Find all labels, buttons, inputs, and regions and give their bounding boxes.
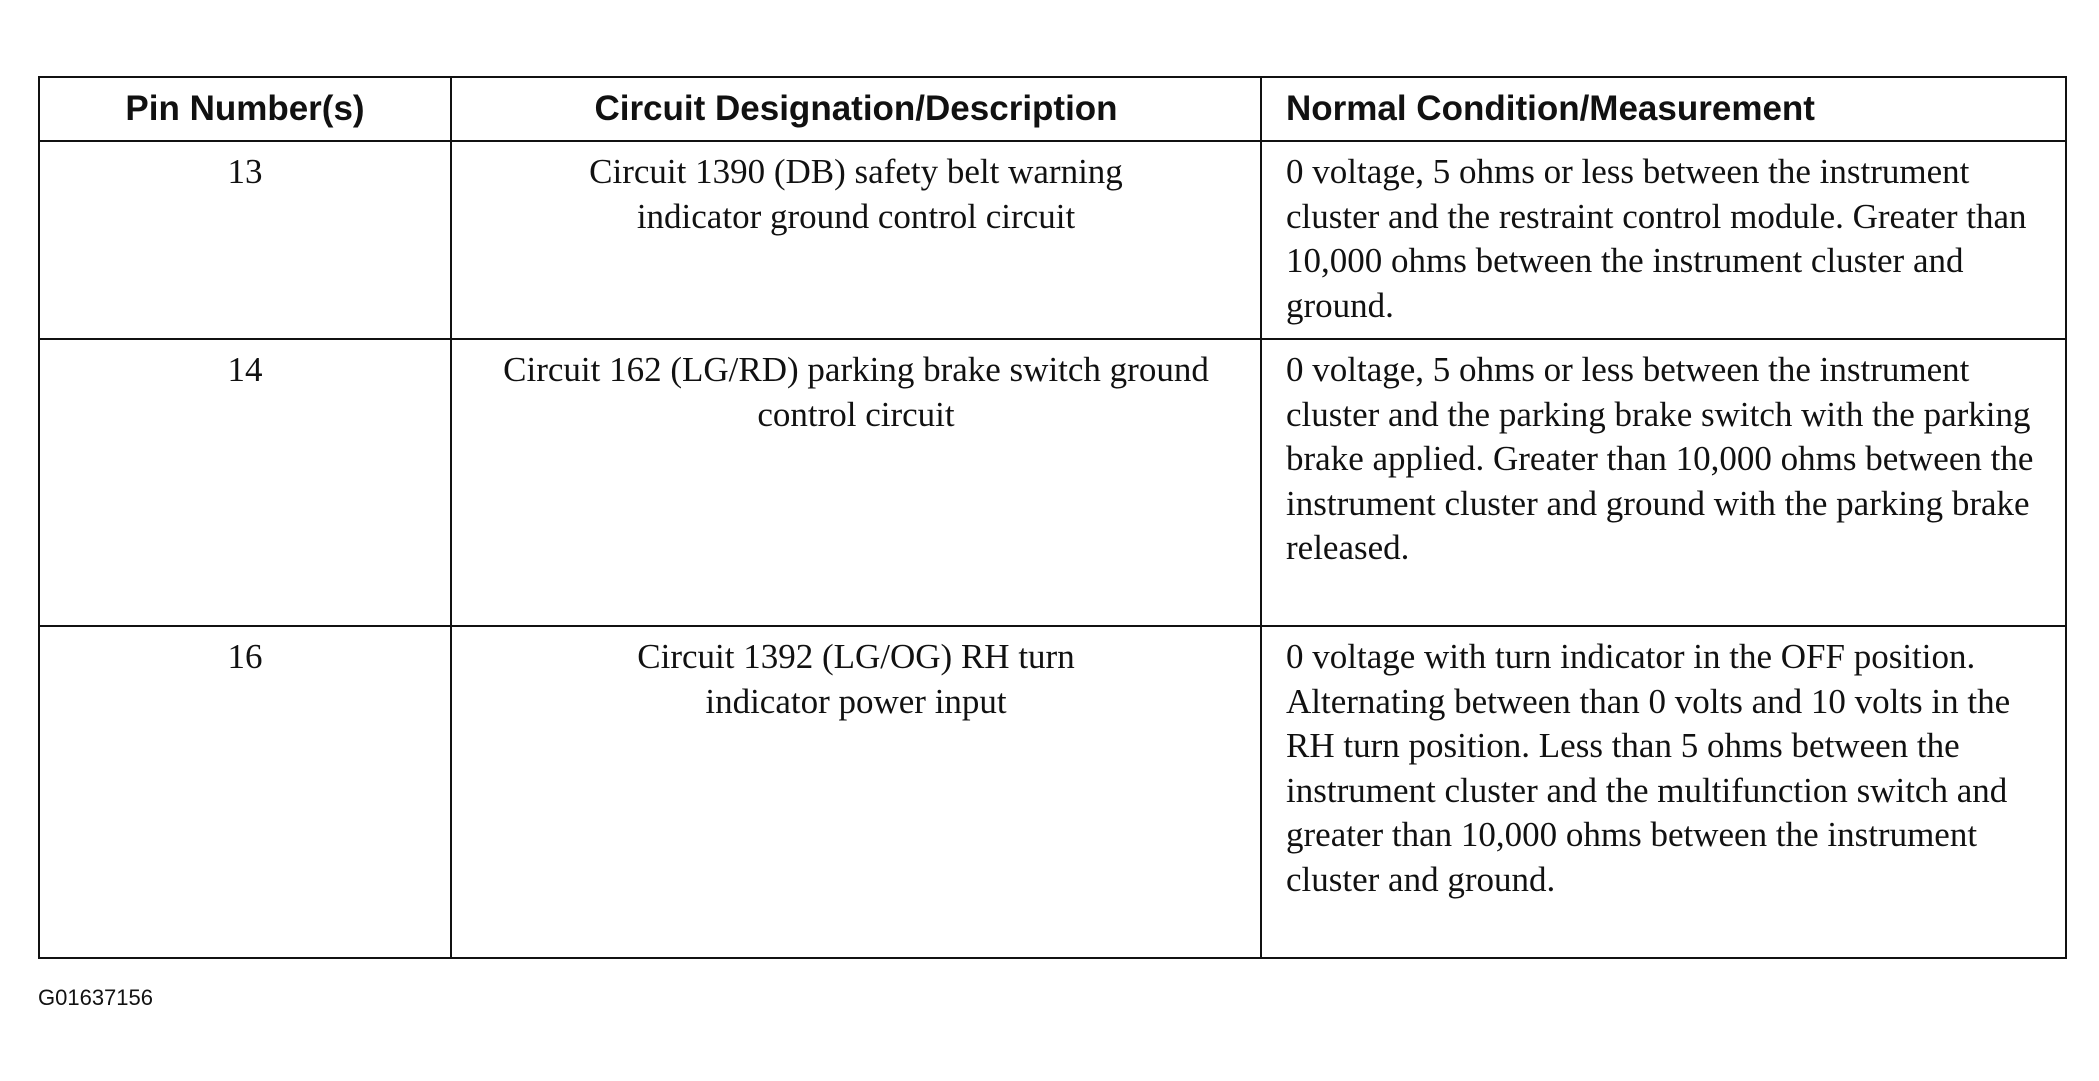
circuit-description-cell: Circuit 1390 (DB) safety belt warning indicator ground control circuit: [451, 141, 1261, 339]
circuit-description-cell: Circuit 162 (LG/RD) parking brake switch ground control circuit: [451, 339, 1261, 626]
header-circuit-description: Circuit Designation/Description: [451, 77, 1261, 141]
table-header-row: [39, 77, 2066, 141]
normal-condition-cell: 0 voltage with turn indicator in the OFF position. Alternating between than 0 volts and 10 volts in the RH turn position. Less than 5 ohms between the instrument cluster and the multifunction switch and greater than 10,000 ohms between the instrument cluster and ground.: [1261, 626, 2066, 958]
pin-number-cell: 14: [39, 339, 451, 626]
pin-number-cell: 16: [39, 626, 451, 958]
header-normal-condition: Normal Condition/Measurement: [1261, 77, 2066, 141]
table-row: [39, 141, 2066, 339]
table-row: [39, 339, 2066, 626]
pin-specification-table: [38, 76, 2067, 959]
header-pin-numbers: Pin Number(s): [39, 77, 451, 141]
normal-condition-cell: 0 voltage, 5 ohms or less between the instrument cluster and the parking brake switch with the parking brake applied. Greater than 10,000 ohms between the instrument cluster and ground with the parking brake released.: [1261, 339, 2066, 626]
table-row: [39, 626, 2066, 958]
circuit-description-cell: Circuit 1392 (LG/OG) RH turn indicator power input: [451, 626, 1261, 958]
figure-id-label: G01637156: [38, 985, 153, 1010]
pin-number-cell: 13: [39, 141, 451, 339]
normal-condition-cell: 0 voltage, 5 ohms or less between the instrument cluster and the restraint control module. Greater than 10,000 ohms between the instrument cluster and ground.: [1261, 141, 2066, 339]
